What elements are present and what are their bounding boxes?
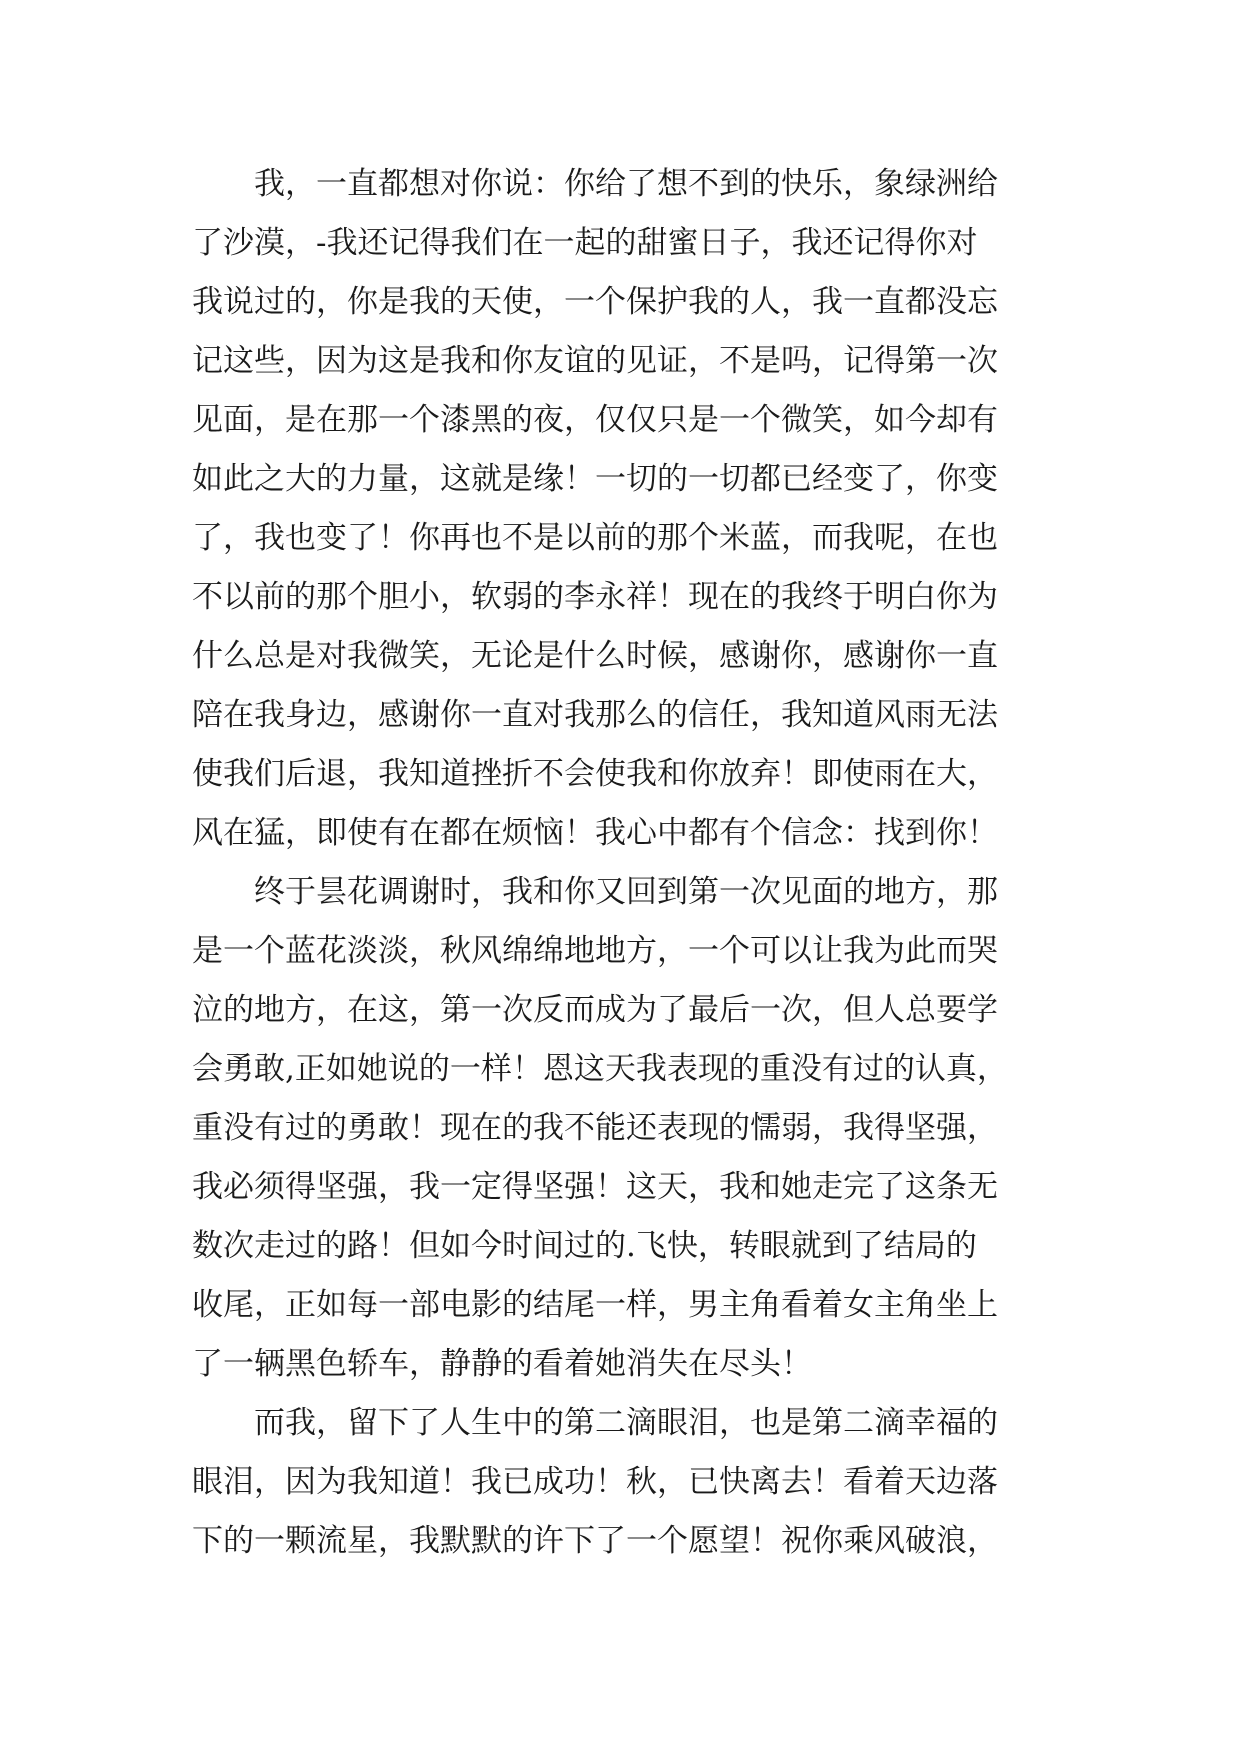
text-line: 如此之大的力量，这就是缘！一切的一切都已经变了，你变 <box>192 461 998 497</box>
text-line: 我说过的，你是我的天使，一个保护我的人，我一直都没忘 <box>192 284 998 320</box>
document-page <box>192 155 1062 1571</box>
text-line: 风在猛，即使有在都在烦恼！我心中都有个信念：找到你！ <box>192 815 998 851</box>
text-line: 而我，留下了人生中的第二滴眼泪，也是第二滴幸福的 <box>192 1405 998 1441</box>
text-line: 我，一直都想对你说：你给了想不到的快乐，象绿洲给 <box>192 166 998 202</box>
paragraph-2 <box>192 863 1062 1394</box>
text-line: 会勇敢,正如她说的一样！恩这天我表现的重没有过的认真， <box>192 1051 1008 1087</box>
paragraph-1 <box>192 155 1062 863</box>
text-line: 下的一颗流星，我默默的许下了一个愿望！祝你乘风破浪， <box>192 1523 998 1559</box>
text-line: 泣的地方，在这，第一次反而成为了最后一次，但人总要学 <box>192 992 998 1028</box>
text-line: 是一个蓝花淡淡，秋风绵绵地地方，一个可以让我为此而哭 <box>192 933 998 969</box>
text-line: 了沙漠，-我还记得我们在一起的甜蜜日子，我还记得你对 <box>192 225 978 261</box>
paragraph-3 <box>192 1394 1062 1571</box>
text-line: 不以前的那个胆小，软弱的李永祥！现在的我终于明白你为 <box>192 579 998 615</box>
text-line: 见面，是在那一个漆黑的夜，仅仅只是一个微笑，如今却有 <box>192 402 998 438</box>
text-line: 数次走过的路！但如今时间过的.飞快，转眼就到了结局的 <box>192 1228 977 1264</box>
text-line: 记这些，因为这是我和你友谊的见证，不是吗，记得第一次 <box>192 343 998 379</box>
text-line: 终于昙花调谢时，我和你又回到第一次见面的地方，那 <box>192 874 998 910</box>
text-line: 使我们后退，我知道挫折不会使我和你放弃！即使雨在大， <box>192 756 998 792</box>
text-line: 了，我也变了！你再也不是以前的那个米蓝，而我呢，在也 <box>192 520 998 556</box>
text-line: 了一辆黑色轿车，静静的看着她消失在尽头！ <box>192 1346 812 1382</box>
text-line: 收尾，正如每一部电影的结尾一样，男主角看着女主角坐上 <box>192 1287 998 1323</box>
text-line: 陪在我身边，感谢你一直对我那么的信任，我知道风雨无法 <box>192 697 998 733</box>
text-line: 重没有过的勇敢！现在的我不能还表现的懦弱，我得坚强， <box>192 1110 998 1146</box>
text-line: 什么总是对我微笑，无论是什么时候，感谢你，感谢你一直 <box>192 638 998 674</box>
text-line: 我必须得坚强，我一定得坚强！这天，我和她走完了这条无 <box>192 1169 998 1205</box>
text-line: 眼泪，因为我知道！我已成功！秋，已快离去！看着天边落 <box>192 1464 998 1500</box>
